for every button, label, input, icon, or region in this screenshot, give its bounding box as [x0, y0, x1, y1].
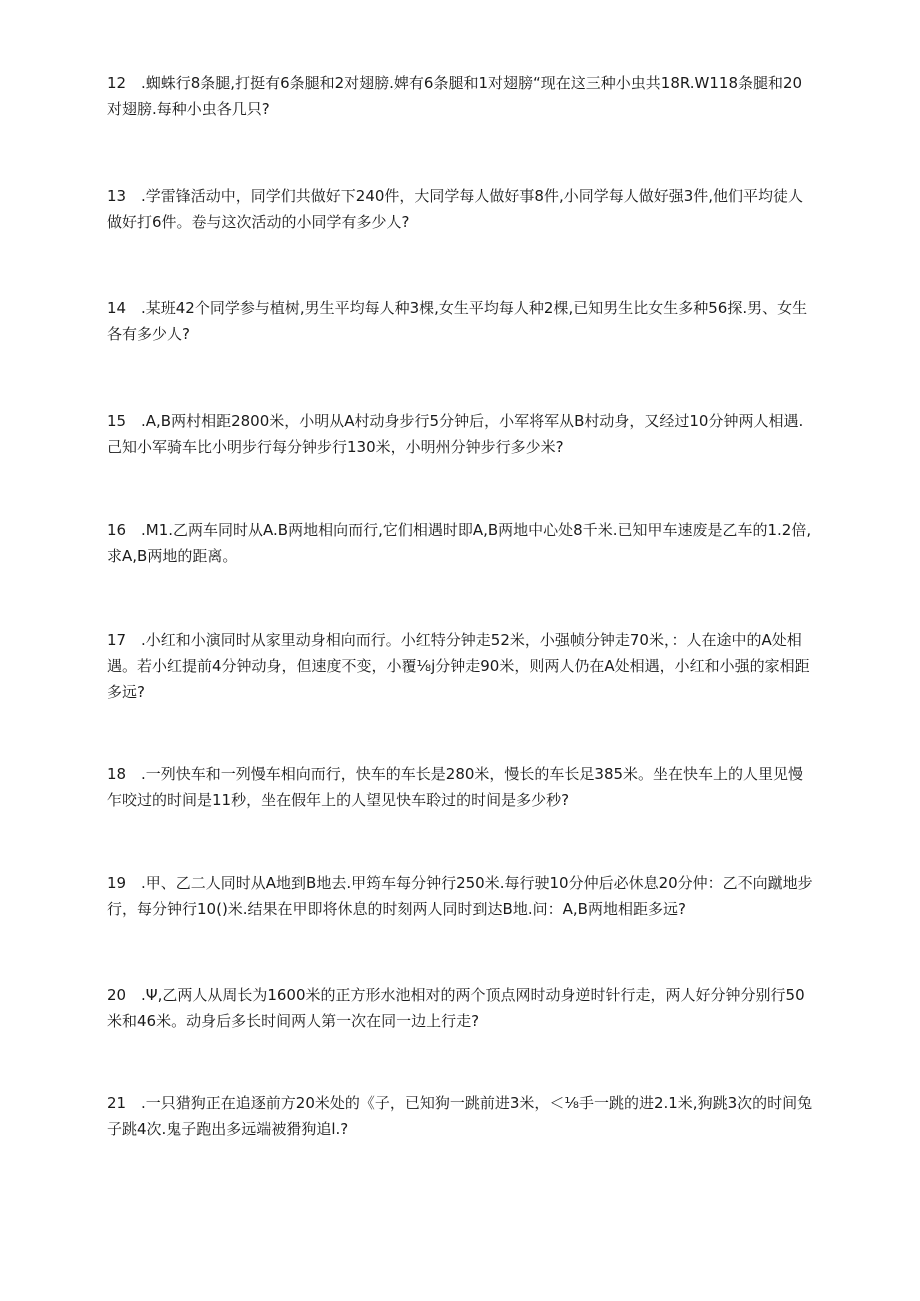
problem-number: 20 — [107, 986, 127, 1004]
problem-number: 12 — [107, 74, 127, 92]
problem-number: 13 — [107, 187, 127, 205]
problem-number: 18 — [107, 765, 127, 783]
problem-number: 15 — [107, 412, 127, 430]
problem-text: .学雷锋活动中，同学们共做好下240件，大同学每人做好事8件,小同学每人做好强3件,他们平均徒人做好打6件。卷与这次活动的小同学有多少人? — [107, 187, 804, 231]
problem-18 — [107, 761, 817, 813]
problem-14 — [107, 295, 817, 347]
problem-number: 14 — [107, 299, 127, 317]
problem-20 — [107, 982, 817, 1034]
problem-21 — [107, 1090, 817, 1142]
problem-text: .某班42个同学参与植树,男生平均每人种3棵,女生平均每人种2棵,已知男生比女生多种56探.男、女生各有多少人? — [107, 299, 808, 343]
problem-16 — [107, 517, 817, 569]
problem-15 — [107, 408, 817, 460]
problem-text: .蜘蛛行8条腿,打挺有6条腿和2对翅膀.婢有6条腿和1对翅膀“现在这三种小虫共18R.W118条腿和20对翅膀.每种小虫各几只? — [107, 74, 803, 118]
problem-text: .小红和小演同时从家里动身相向而行。小红特分钟走52米，小强帧分钟走70米，：人在途中的A处相遇。若小红提前4分钟动身，但速度不变，小覆⅛j分钟走90米，则两人仍在A处相遇，小红和小强的家相距多远? — [107, 631, 810, 701]
problem-number: 16 — [107, 521, 127, 539]
problem-number: 21 — [107, 1094, 127, 1112]
problem-number: 19 — [107, 874, 127, 892]
problem-text: .甲、乙二人同时从A地到B地去.甲筠车每分钟行250米.每行驶10分仲后必休息20分仲：乙不向蹴地步行，每分钟行10()米.结果在甲即将休息的时刻两人同时到达B地.问：A,B两地相距多远? — [107, 874, 813, 918]
problem-text: .一列快车和一列慢车相向而行，快车的车长是280米，慢长的车长足385米。坐在快车上的人里见慢乍咬过的时间是11秒，坐在假年上的人望见快车聆过的时间是多少秒? — [107, 765, 804, 809]
problem-13 — [107, 183, 817, 235]
problem-text: .一只猎狗正在追逐前方20米处的《子，已知狗一跳前进3米，＜⅛手一跳的进2.1米,狗跳3次的时间兔子跳4次.鬼子跑出多远端被猾狗追l.? — [107, 1094, 813, 1138]
problem-12 — [107, 70, 817, 122]
problem-17 — [107, 627, 817, 705]
problem-text: .M1.乙两车同时从A.B两地相向而行,它们相遇时即A,B两地中心处8千米.已知甲车速废是乙车的1.2倍,求A,B两地的距离。 — [107, 521, 812, 565]
problem-text: .A,B两村相距2800米，小明从A村动身步行5分钟后，小军将军从B村动身，又经过10分钟两人相遇.己知小军骑车比小明步行每分钟步行130米，小明州分钟步行多少米? — [107, 412, 804, 456]
problem-19 — [107, 870, 817, 922]
problem-text: .Ψ,乙两人从周长为1600米的正方形水池相对的两个顶点网时动身逆时针行走，两人好分钟分别行50米和46米。动身后多长时间两人第一次在同一边上行走? — [107, 986, 805, 1030]
problem-number: 17 — [107, 631, 127, 649]
